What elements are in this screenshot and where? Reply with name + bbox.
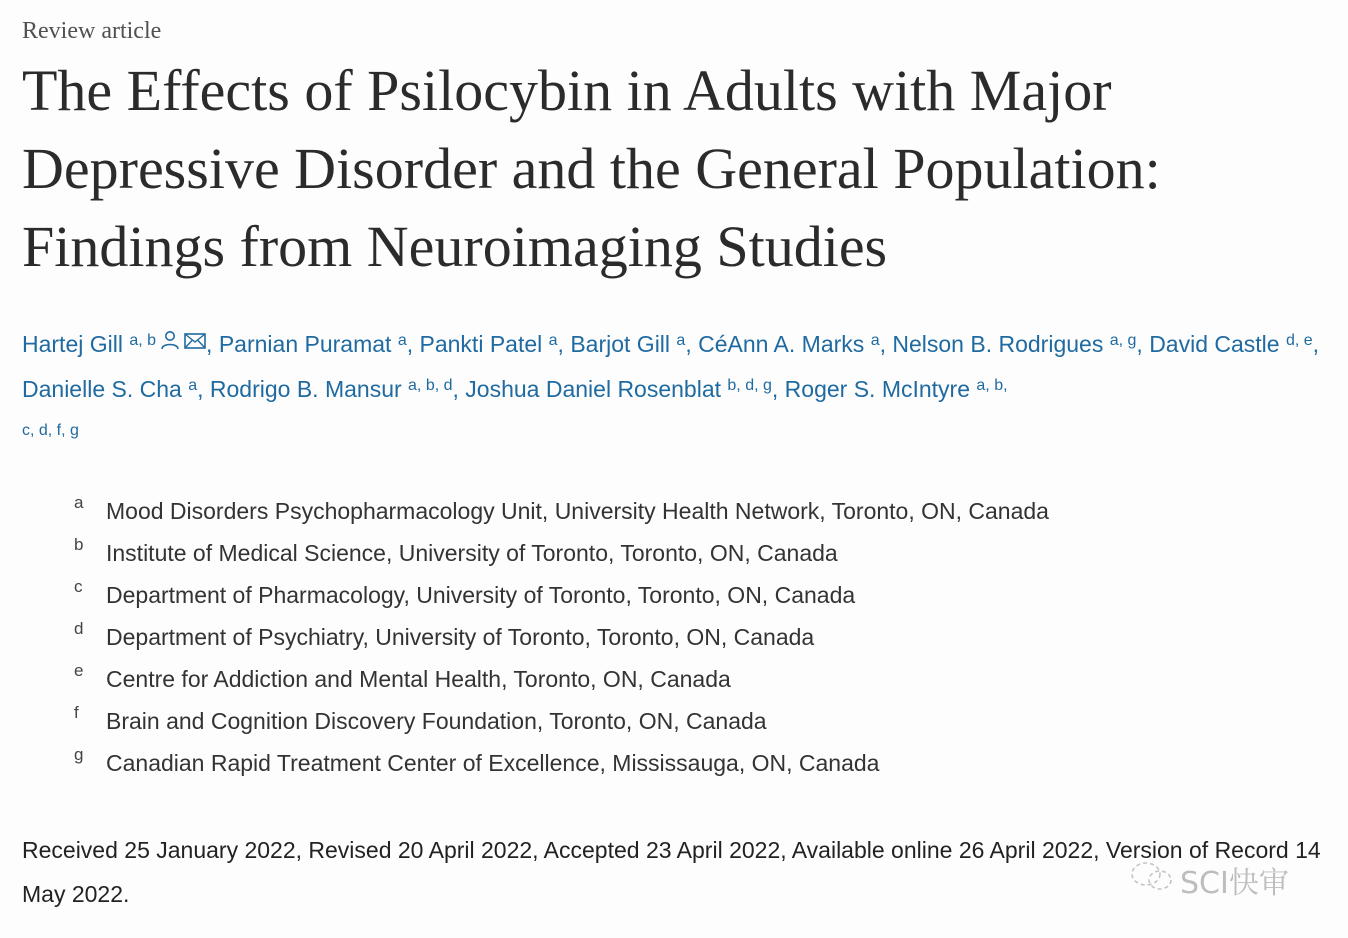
author-link[interactable]: Rodrigo B. Mansur $^{a, b, d}$	[209, 376, 453, 402]
author-affiliation-refs[interactable]: c, d, f, g	[22, 422, 79, 439]
author-link[interactable]: David Castle $^{d, e}$	[1149, 331, 1313, 357]
affiliation-text: Mood Disorders Psychopharmacology Unit, University Health Network, Toronto, ON, Canada	[106, 498, 1049, 524]
author-link[interactable]: Nelson B. Rodrigues $^{a, g}$	[892, 331, 1137, 357]
publication-history: Received 25 January 2022, Revised 20 April 2022, Accepted 23 April 2022, Available online 26 April 2022, Version of Record 14 May 2022.	[22, 837, 1321, 907]
affiliation-letter: f	[74, 703, 79, 722]
envelope-icon[interactable]	[184, 321, 206, 363]
affiliation-text: Institute of Medical Science, University of Toronto, Toronto, ON, Canada	[106, 540, 838, 566]
affiliation-text: Canadian Rapid Treatment Center of Excellence, Mississauga, ON, Canada	[106, 750, 880, 776]
author-list: Hartej Gill $^{a, b}$ , Parnian Puramat $^a$, Pankti Patel $^a$, Barjot Gill $^a$, CéAnn A. Marks $^a$, Nelson B. Rodrigues $^{a, g}$, David Castle $^{d, e}$, Danielle S. Cha $^a$, Rodrigo B. Mansur $^{a, b, d}$, Joshua Daniel Rosenblat $^{b, d, g}$, Roger S. McIntyre $^{a, b,}$ $^{c, d, f, g}$	[22, 320, 1332, 455]
title-line: Depressive Disorder and the General Population:	[22, 136, 1161, 201]
affiliation-letter: c	[74, 577, 83, 596]
wechat-icon	[1128, 859, 1174, 901]
watermark-text: SCI快审	[1180, 866, 1289, 901]
title-line: Findings from Neuroimaging Studies	[22, 214, 888, 279]
author-link[interactable]: Danielle S. Cha $^a$	[22, 376, 198, 402]
affiliation-letter: b	[74, 535, 84, 554]
affiliation-letter: a	[74, 493, 84, 512]
affiliation-text: Department of Pharmacology, University of Toronto, Toronto, ON, Canada	[106, 582, 856, 608]
affiliation-text: Brain and Cognition Discovery Foundation, Toronto, ON, Canada	[106, 708, 767, 734]
affiliation-letter: d	[74, 619, 84, 638]
author-link[interactable]: CéAnn A. Marks $^a$	[698, 331, 880, 357]
author-link[interactable]: Barjot Gill $^a$	[570, 331, 686, 357]
affiliation-letter: e	[74, 661, 84, 680]
author-link[interactable]: Pankti Patel $^a$	[419, 331, 558, 357]
affiliation-letter: g	[74, 745, 84, 764]
affiliation-text: Department of Psychiatry, University of Toronto, Toronto, ON, Canada	[106, 624, 815, 650]
author-link[interactable]: Roger S. McIntyre $^{a, b,}$	[784, 376, 1008, 402]
affiliation-text: Centre for Addiction and Mental Health, Toronto, ON, Canada	[106, 666, 731, 692]
author-link[interactable]: Hartej Gill $^{a, b}$	[22, 331, 206, 357]
author-link[interactable]: Joshua Daniel Rosenblat $^{b, d, g}$	[465, 376, 772, 402]
article-title	[22, 52, 1332, 286]
watermark	[1128, 858, 1289, 902]
title-line: The Effects of Psilocybin in Adults with Major	[22, 58, 1112, 123]
article-type-label: Review article	[22, 18, 162, 44]
person-icon[interactable]	[160, 321, 180, 363]
author-link[interactable]: Parnian Puramat $^a$	[218, 331, 407, 357]
